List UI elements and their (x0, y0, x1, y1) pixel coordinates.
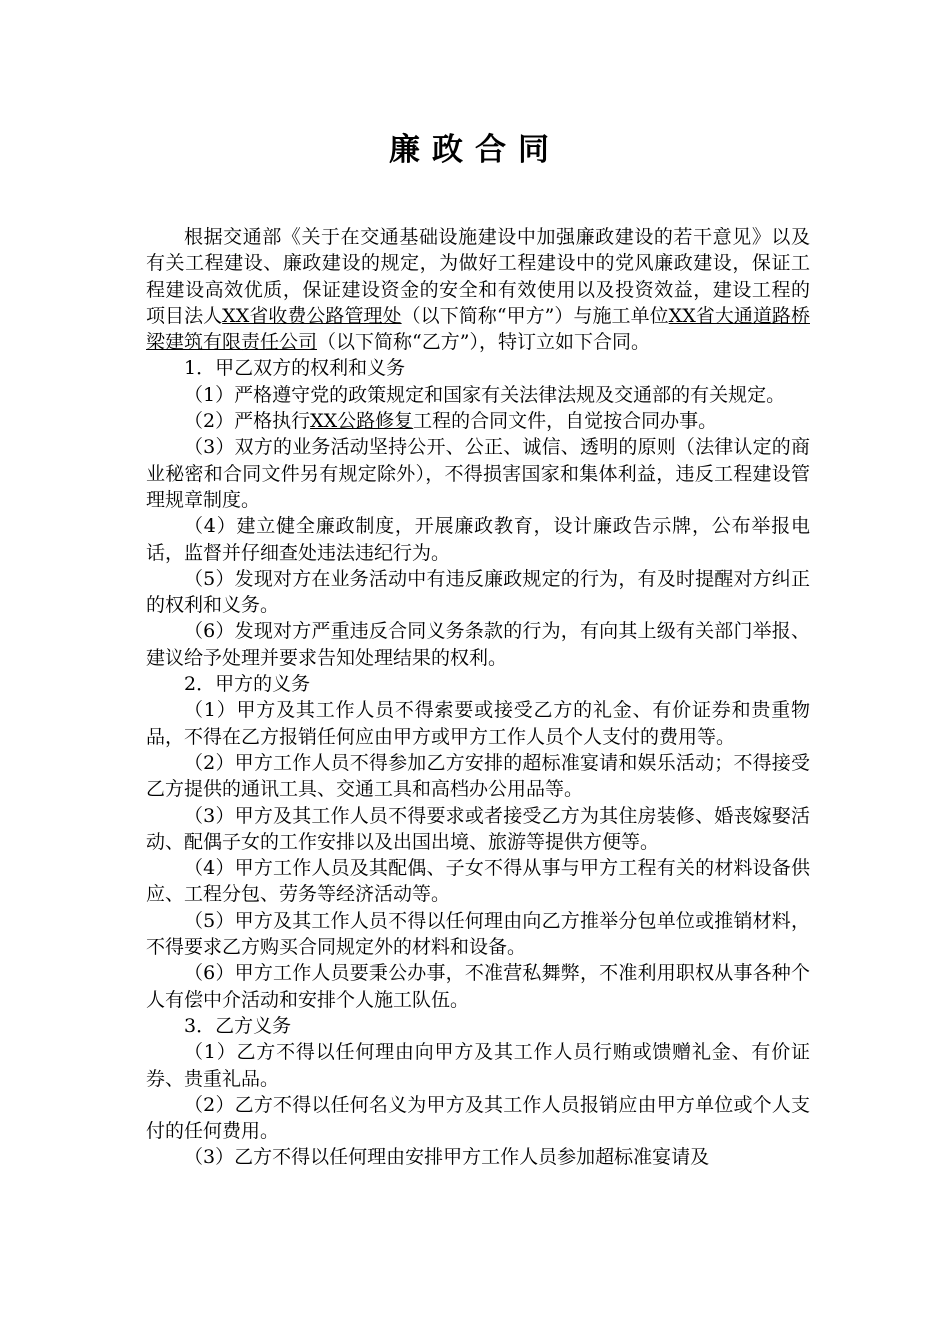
section-1-item-2 (146, 408, 810, 434)
section-2-item-6: （6）甲方工作人员要秉公办事，不准营私舞弊，不准利用职权从事各种个人有偿中介活动和安排个人施工队伍。 (146, 962, 810, 1011)
section-3-item-2: （2）乙方不得以任何名义为甲方及其工作人员报销应由甲方单位或个人支付的任何费用。 (146, 1093, 810, 1143)
section-3-item-1: （1）乙方不得以任何理由向甲方及其工作人员行贿或馈赠礼金、有价证券、贵重礼品。 (146, 1041, 810, 1090)
document-body (146, 224, 810, 1171)
section-1-heading: 1．甲乙双方的权利和义务 (184, 357, 406, 380)
section-1-item-6: （6）发现对方严重违反合同义务条款的行为，有向其上级有关部门举报、建议给予处理并要求告知处理结果的权利。 (146, 620, 810, 669)
section-1-item-5: （5）发现对方在业务活动中有违反廉政规定的行为，有及时提醒对方纠正的权利和义务。 (146, 567, 810, 617)
section-2-heading: 2．甲方的义务 (184, 673, 311, 696)
section-2-item-1: （1）甲方及其工作人员不得索要或接受乙方的礼金、有价证券和贵重物品，不得在乙方报销任何应由甲方或甲方工作人员个人支付的费用等。 (146, 699, 810, 748)
section-2-item-4: （4）甲方工作人员及其配偶、子女不得从事与甲方工程有关的材料设备供应、工程分包、劳务等经济活动等。 (146, 857, 810, 906)
item-2-text-a: （2）严格执行 (184, 410, 311, 433)
intro-text-3: （以下简称“乙方”），特订立如下合同。 (317, 331, 650, 354)
section-1-item-4: （4）建立健全廉政制度，开展廉政教育，设计廉政告示牌，公布举报电话，监督并仔细查处违法违纪行为。 (146, 515, 810, 564)
section-2-item-3: （3）甲方及其工作人员不得要求或者接受乙方为其住房装修、婚丧嫁娶活动、配偶子女的工作安排以及出国出境、旅游等提供方便等。 (146, 804, 810, 853)
item-2-text-b: 工程的合同文件，自觉按合同办事。 (413, 410, 718, 433)
intro-text-2: （以下简称“甲方”）与施工单位 (401, 304, 669, 327)
section-2-item-2: （2）甲方工作人员不得参加乙方安排的超标准宴请和娱乐活动；不得接受乙方提供的通讯工具、交通工具和高档办公用品等。 (146, 751, 810, 801)
project-name: XX公路修复 (310, 410, 414, 433)
document-title: 廉政合同 (389, 132, 561, 168)
section-3-item-3: （3）乙方不得以任何理由安排甲方工作人员参加超标准宴请及 (184, 1146, 710, 1169)
intro-paragraph (146, 224, 810, 355)
section-1-item-3: （3）双方的业务活动坚持公开、公正、诚信、透明的原则（法律认定的商业秘密和合同文件另有规定除外），不得损害国家和集体利益，违反工程建设管理规章制度。 (146, 436, 810, 511)
section-3-heading: 3．乙方义务 (184, 1014, 292, 1037)
section-1-item-1: （1）严格遵守党的政策规定和国家有关法律法规及交通部的有关规定。 (184, 383, 786, 406)
party-b-name: XX省大通道路桥梁建筑有限责任公司 (146, 304, 810, 354)
section-2-item-5: （5）甲方及其工作人员不得以任何理由向乙方推举分包单位或推销材料，不得要求乙方购买合同规定外的材料和设备。 (146, 909, 810, 959)
intro-text-1: 根据交通部《关于在交通基础设施建设中加强廉政建设的若干意见》以及有关工程建设、廉政建设的规定，为做好工程建设中的党风廉政建设，保证工程建设高效优质，保证建设资金的安全和有效使用以及投资效益，建设工程的项目法人 (146, 226, 810, 327)
party-a-name: XX省收费公路管理处 (222, 304, 402, 327)
